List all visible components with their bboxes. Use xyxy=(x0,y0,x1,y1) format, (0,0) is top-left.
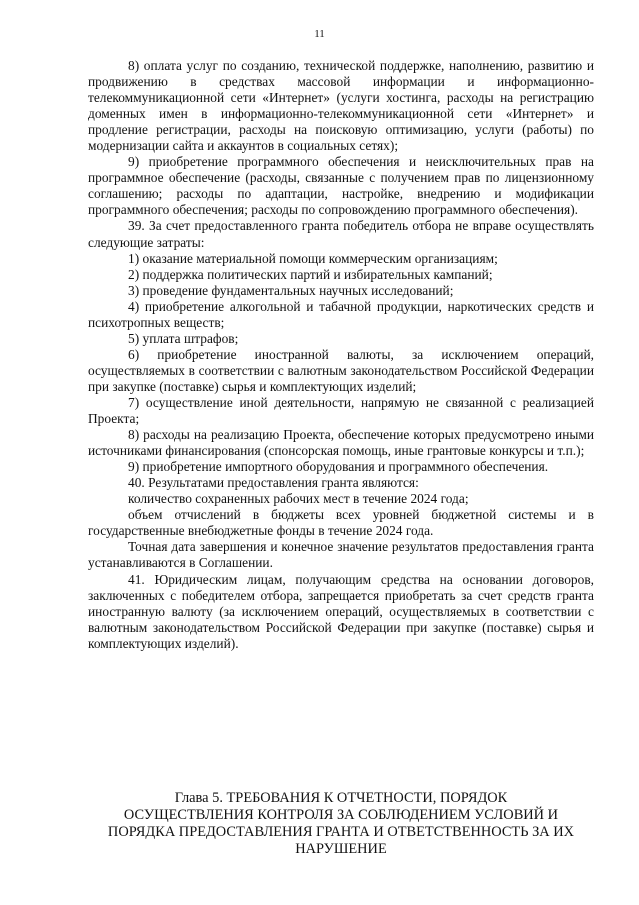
paragraph-result-taxes: объем отчислений в бюджеты всех уровней бюджетной системы и в государственные внебюджетные фонды в течение 2024 года. xyxy=(88,507,594,539)
paragraph-restriction-3: 3) проведение фундаментальных научных исследований; xyxy=(128,282,454,298)
paragraph-result-deadline: Точная дата завершения и конечное значение результатов предоставления гранта устанавливаются в Соглашении. xyxy=(88,539,594,571)
paragraph-restriction-9: 9) приобретение импортного оборудования и программного обеспечения. xyxy=(128,459,549,475)
paragraph-restriction-6: 6) приобретение иностранной валюты, за исключением операций, осуществляемых в соответствии с валютным законодательством Российской Федерации при закупке (поставке) сырья и комплектующих изделий; xyxy=(88,346,594,394)
chapter-heading-line: Глава 5. ТРЕБОВАНИЯ К ОТЧЕТНОСТИ, ПОРЯДОК xyxy=(174,790,508,806)
paragraph-restriction-7: 7) осуществление иной деятельности, напрямую не связанной с реализацией Проекта; xyxy=(88,394,594,427)
paragraph-clause-40: 40. Результатами предоставления гранта являются: xyxy=(128,475,419,491)
page-number: 11 xyxy=(314,28,325,40)
paragraph-restriction-1: 1) оказание материальной помощи коммерческим организациям; xyxy=(128,250,498,266)
paragraph-item-9-software: 9) приобретение программного обеспечения и неисключительных прав на программное обеспечение (расходы, связанные с получением прав по лицензионному соглашению; расходы по адаптации, настройке, внедрению и модификации программного обеспечения; расходы по сопровождению программного обеспечения). xyxy=(88,154,594,218)
body-text xyxy=(88,58,594,652)
paragraph-restriction-2: 2) поддержка политических партий и избирательных кампаний; xyxy=(128,266,493,282)
paragraph-item-8-web-services: 8) оплата услуг по созданию, технической поддержке, наполнению, развитию и продвижению в средствах массовой информации и информационно-телекоммуникационной сети «Интернет» (услуги хостинга, расходы на регистрацию доменных имен в информационно-телекоммуникационной сети «Интернет» и продление регистрации, расходы на поисковую оптимизацию, услуги (работы) по модернизации сайта и аккаунтов в социальных сетях); xyxy=(88,58,594,154)
paragraph-restriction-5: 5) уплата штрафов; xyxy=(128,330,239,346)
chapter-heading-line: ОСУЩЕСТВЛЕНИЯ КОНТРОЛЯ ЗА СОБЛЮДЕНИЕМ УСЛОВИЙ И xyxy=(123,807,559,823)
paragraph-result-jobs: количество сохраненных рабочих мест в течение 2024 года; xyxy=(128,491,469,507)
paragraph-clause-41: 41. Юридическим лицам, получающим средства на основании договоров, заключенных с победителем отбора, запрещается приобретать за счет средств гранта иностранную валюту (за исключением операций, осуществляемых в соответствии с валютным законодательством Российской Федерации при закупке (поставке) сырья и комплектующих изделий). xyxy=(88,571,594,651)
chapter-heading-line: ПОРЯДКА ПРЕДОСТАВЛЕНИЯ ГРАНТА И ОТВЕТСТВЕННОСТЬ ЗА ИХ xyxy=(107,824,575,840)
chapter-heading xyxy=(88,790,594,858)
paragraph-clause-39: 39. За счет предоставленного гранта победитель отбора не вправе осуществлять следующие затраты: xyxy=(88,218,594,250)
paragraph-restriction-4: 4) приобретение алкогольной и табачной продукции, наркотических средств и психотропных веществ; xyxy=(88,298,594,330)
paragraph-restriction-8: 8) расходы на реализацию Проекта, обеспечение которых предусмотрено иными источниками финансирования (спонсорская помощь, иные грантовые конкурсы и т.п.); xyxy=(88,427,594,459)
chapter-heading-line: НАРУШЕНИЕ xyxy=(295,841,387,857)
